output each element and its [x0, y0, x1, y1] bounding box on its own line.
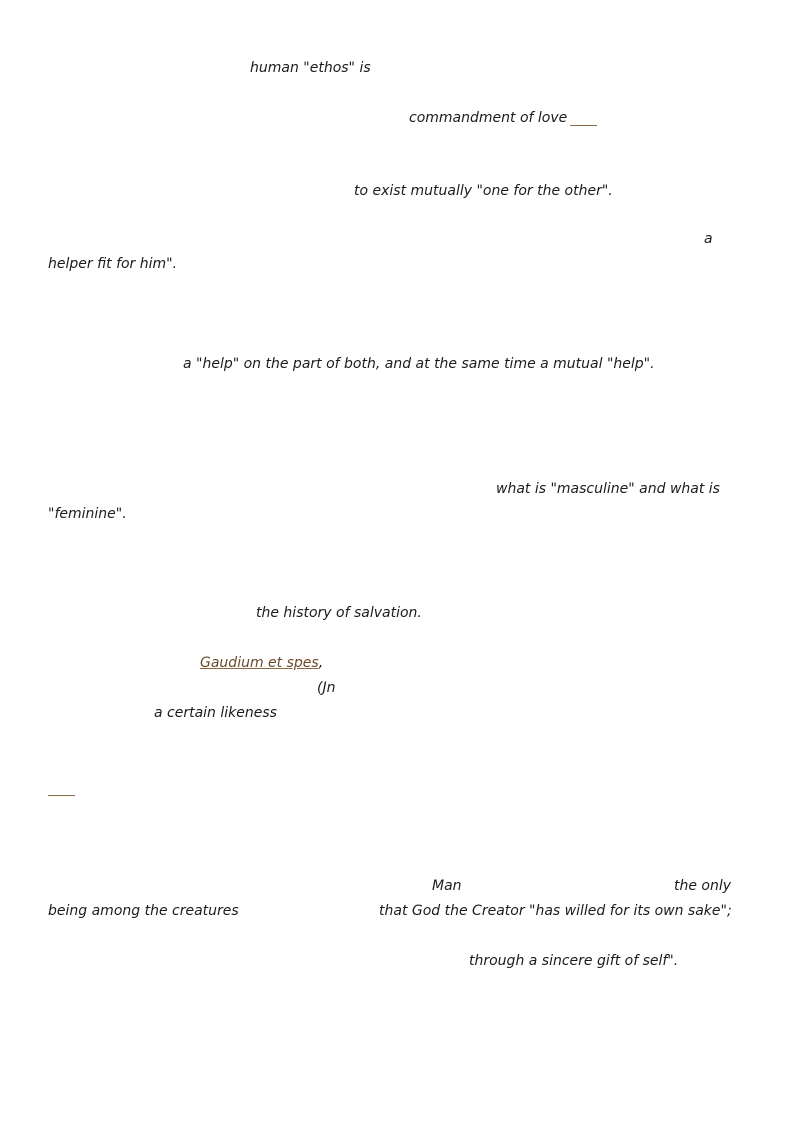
footnote-marker-link[interactable] [570, 125, 597, 126]
text-fragment-man: Man [432, 878, 462, 894]
comma-punctuation: , [318, 655, 324, 671]
footnote-marker-link-2[interactable] [48, 795, 75, 796]
text-fragment-jn: (Jn [317, 680, 336, 696]
text-fragment-willed-for-own-sake: that God the Creator "has willed for its own sake"; [379, 903, 732, 919]
text-fragment-human-ethos: human "ethos" is [250, 60, 371, 76]
text-fragment-the-only: the only [674, 878, 732, 894]
text-fragment-exist-mutually: to exist mutually "one for the other". [354, 183, 613, 199]
text-fragment-masculine: what is "masculine" and what is [496, 481, 720, 497]
text-fragment-sincere-gift: through a sincere gift of self". [469, 953, 679, 969]
gaudium-et-spes-link[interactable]: Gaudium et spes [200, 655, 319, 671]
text-fragment-commandment-of-love: commandment of love [409, 110, 568, 126]
text-fragment-history-of-salvation: the history of salvation. [256, 605, 422, 621]
text-fragment-certain-likeness: a certain likeness [154, 705, 277, 721]
text-fragment-helper-fit: helper fit for him". [48, 256, 178, 272]
text-fragment-mutual-help: a "help" on the part of both, and at the same time a mutual "help". [183, 356, 655, 372]
text-fragment-feminine: "feminine". [48, 506, 127, 522]
text-fragment-a: a [704, 231, 713, 247]
text-fragment-being-among-creatures: being among the creatures [48, 903, 239, 919]
gaudium-et-spes-line [200, 654, 323, 672]
